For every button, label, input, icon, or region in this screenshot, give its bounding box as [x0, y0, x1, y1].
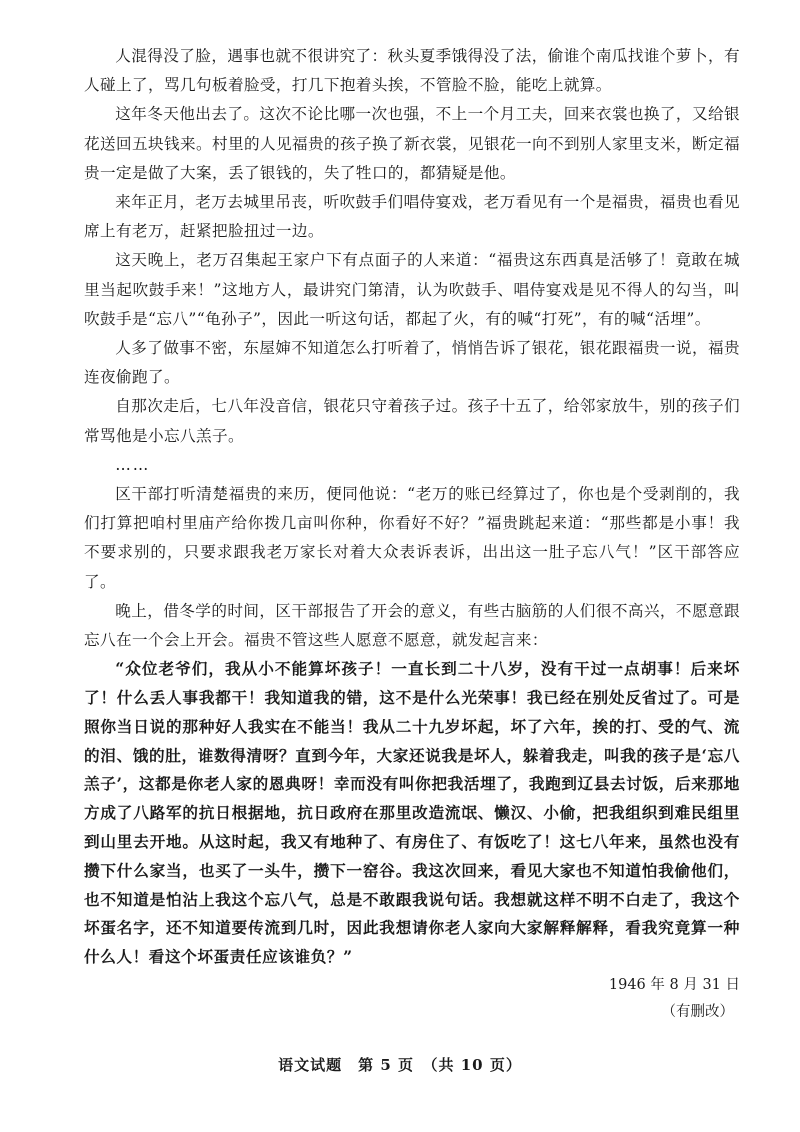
paragraph-3: 来年正月，老万去城里吊丧，听吹鼓手们唱侍宴戏，老万看见有一个是福贵，福贵也看见席上有老万，赶紧把脸扭过一边。 — [84, 193, 740, 241]
omission-ellipsis: …… — [115, 455, 151, 474]
paragraph-1: 人混得没了脸，遇事也就不很讲究了：秋头夏季饿得没了法，偷谁个南瓜找谁个萝卜，有人碰上了，骂几句板着脸受，打几下抱着头挨，不管脸不脸，能吃上就算。 — [84, 47, 740, 95]
paragraph-8: 晚上，借冬学的时间，区干部报告了开会的意义，有些古脑筋的人们很不高兴，不愿意跟忘八在一个会上开会。福贵不管这些人愿意不愿意，就发起言来： — [84, 601, 740, 650]
date-line: 1946 年 8 月 31 日 — [608, 977, 740, 994]
page-footer: 语文试题 第 5 页 （共 10 页） — [278, 1056, 522, 1074]
paragraph-4: 这天晚上，老万召集起王家户下有点面子的人来道：“福贵这东西真是活够了！竟敢在城里当起吹鼓手来！”这地方人，最讲究门第清，认为吹鼓手、唱侍宴戏是见不得人的勾当，叫吹鼓手是“忘八”“龟孙子”，因此一听这句话，都起了火，有的喊“打死”，有的喊“活埋”。 — [84, 251, 740, 328]
paragraph-7: 区干部打听清楚福贵的来历，便同他说：“老万的账已经算过了，你也是个受剥削的，我们打算把咱村里庙产给你拨几亩叫你种，你看好不好？”福贵跳起来道：“那些都是小事！我不要求别的，只要求跟我老万家长对着大众表诉表诉，出出这一肚子忘八气！”区干部答应了。 — [84, 485, 740, 591]
abridged-note: （有删改） — [661, 1004, 734, 1021]
article-body — [84, 42, 740, 1026]
paragraph-2: 这年冬天他出去了。这次不论比哪一次也强，不上一个月工夫，回来衣裳也换了，又给银花送回五块钱来。村里的人见福贵的孩子换了新衣裳，见银花一向不到别人家里支米，断定福贵一定是做了大案，丢了银钱的，失了牲口的，都猜疑是他。 — [84, 105, 740, 182]
paragraph-6: 自那次走后，七八年没音信，银花只守着孩子过。孩子十五了，给邻家放牛，别的孩子们常骂他是小忘八羔子。 — [84, 397, 740, 445]
paragraph-5: 人多了做事不密，东屋婶不知道怎么打听着了，悄悄告诉了银花，银花跟福贵一说，福贵连夜偷跑了。 — [84, 339, 740, 387]
speech-paragraph: “众位老爷们，我从小不能算坏孩子！一直长到二十八岁，没有干过一点胡事！后来坏了！什么丢人事我都干！我知道我的错，这不是什么光荣事！我已经在别处反省过了。可是照你当日说的那种好人我实在不能当！我从二十九岁坏起，坏了六年，挨的打、受的气、流的泪、饿的肚，谁数得清呀？直到今年，大家还说我是坏人，躲着我走，叫我的孩子是‘忘八羔子’，这都是你老人家的恩典呀！幸而没有叫你把我活埋了，我跑到辽县去讨饭，后来那地方成了八路军的抗日根据地，抗日政府在那里改造流氓、懒汉、小偷，把我组织到难民组里到山里去开地。从这时起，我又有地种了、有房住了、有饭吃了！这七八年来，虽然也没有攒下什么家当，也买了一头牛，攒下一窑谷。我这次回来，看见大家也不知道怕我偷他们，也不知道是怕沾上我这个忘八气，总是不敢跟我说句话。我想就这样不明不白走了，我这个坏蛋名字，还不知道要传流到几时，因此我想请你老人家向大家解释解释，看我究竟算一种什么人！看这个坏蛋责任应该谁负？” — [84, 659, 740, 967]
